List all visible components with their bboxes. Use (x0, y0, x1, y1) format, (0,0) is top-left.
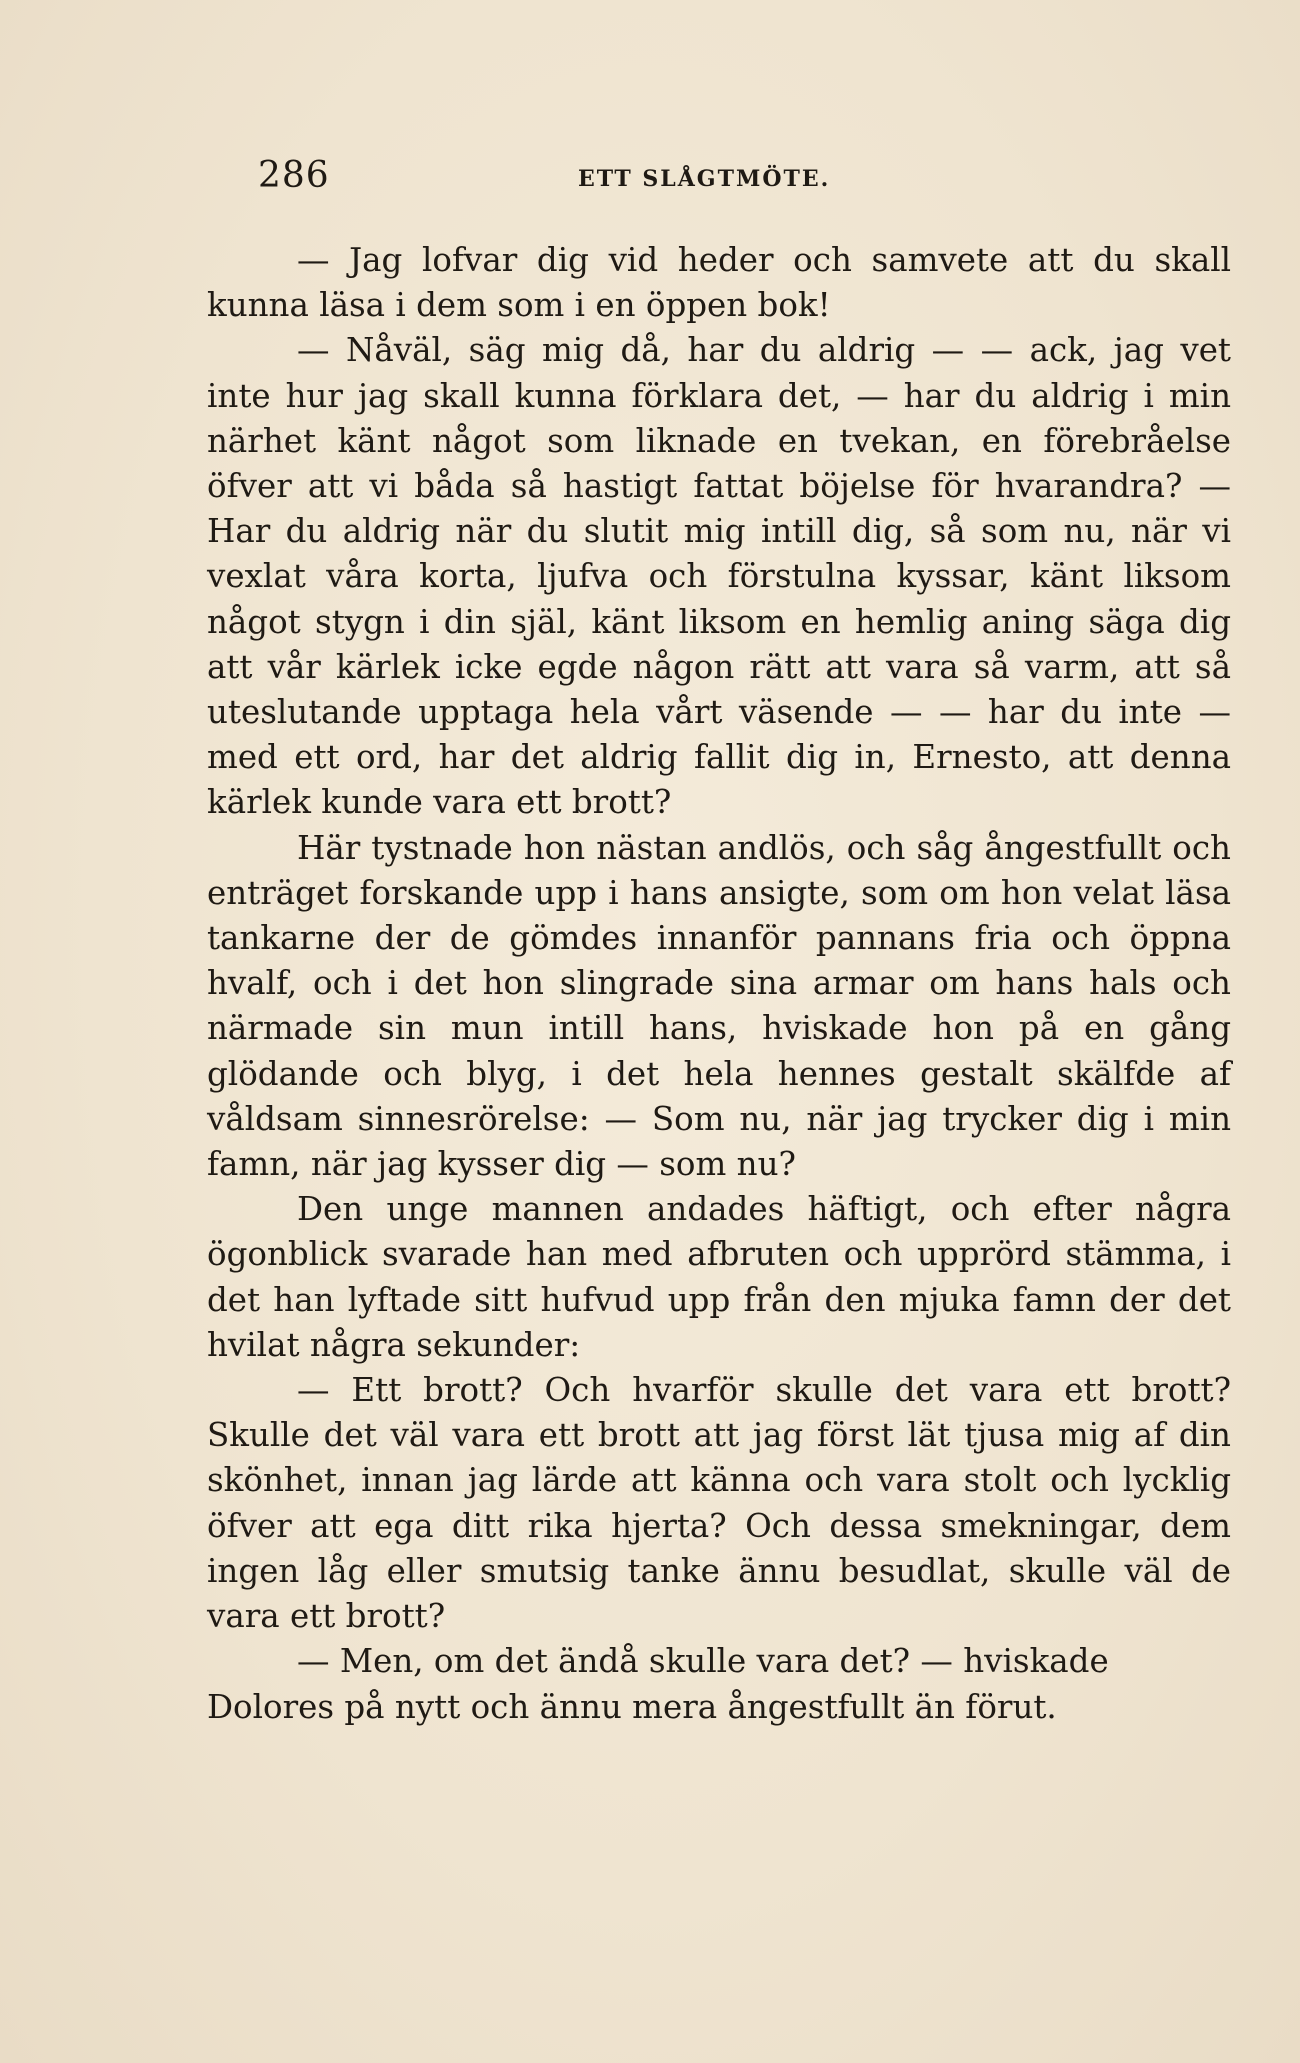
paragraph: — Jag lofvar dig vid heder och samvete att du skall kunna läsa i dem som i en öppen bok! (207, 241, 1231, 325)
paragraph: Här tystnade hon nästan andlös, och såg ångestfullt och enträget forskande upp i hans ansigte, som om hon velat läsa tankarne der de gömdes innanför pannans fria och öppna hvalf, och i det hon slingrade sina armar om hans hals och närmade sin mun intill hans, hviskade hon på en gång glödande och blyg, i det hela hennes gestalt skälfde af våldsam sinnesrörelse: — Som nu, när jag trycker dig i min famn, när jag kysser dig — som nu? (207, 828, 1231, 1184)
body-text (207, 238, 1231, 1730)
page-header (258, 155, 1238, 205)
page-number: 286 (258, 155, 330, 196)
paragraph: — Nåväl, säg mig då, har du aldrig — — ack, jag vet inte hur jag skall kunna förklara det, — har du aldrig i min närhet känt något som liknade en tvekan, en förebråelse öfver att vi båda så hastigt fattat böjelse för hvarandra? — Har du aldrig när du slutit mig intill dig, så som nu, när vi vexlat våra korta, ljufva och förstulna kyssar, känt liksom något stygn i din själ, känt liksom en hemlig aning säga dig att vår kärlek icke egde någon rätt att vara så varm, att så uteslutande upptaga hela vårt väsende — — har du inte — med ett ord, har det aldrig fallit dig in, Ernesto, att denna kärlek kunde vara ett brott? (207, 331, 1231, 822)
paragraph: Den unge mannen andades häftigt, och efter några ögonblick svarade han med afbruten och upprörd stämma, i det han lyftade sitt hufvud upp från den mjuka famn der det hvilat några sekunder: (207, 1190, 1231, 1364)
paragraph: — Ett brott? Och hvarför skulle det vara ett brott? Skulle det väl vara ett brott att jag först lät tjusa mig af din skönhet, innan jag lärde att känna och vara stolt och lycklig öfver att ega ditt rika hjerta? Och dessa smekningar, dem ingen låg eller smutsig tanke ännu besudlat, skulle väl de vara ett brott? (207, 1371, 1231, 1636)
running-head: ETT SLÅGTMÖTE. (578, 166, 831, 192)
paragraph: — Men, om det ändå skulle vara det? — hviskade Dolores på nytt och ännu mera ångestfullt än förut. (207, 1642, 1109, 1726)
